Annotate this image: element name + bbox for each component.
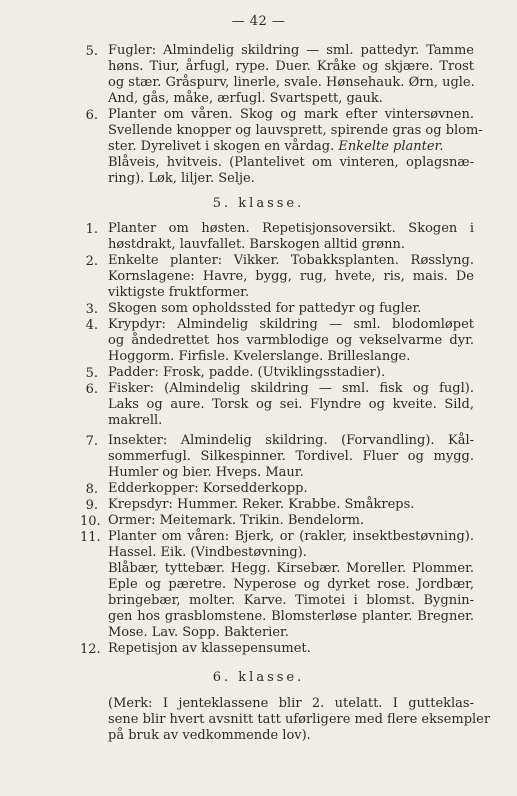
item-text-line: Repetisjon av klassepensumet.: [108, 641, 311, 656]
item-text-line: Planter om våren. Skog og mark efter vintersøvnen.: [108, 107, 474, 122]
item-text-line: bringebær, molter. Karve. Timotei i blomst. Bygnin-: [108, 593, 474, 608]
item-text-segment: ster. Dyrelivet i skogen en vårdag.: [108, 139, 339, 154]
note-line: på bruk av vedkommende lov).: [108, 728, 311, 743]
item-number: 7.: [85, 434, 98, 449]
item-text-line: Fisker: (Almindelig skildring — sml. fisk og fugl).: [108, 381, 474, 396]
item-number: 5.: [85, 366, 98, 381]
item-text-line: Fugler: Almindelig skildring — sml. pattedyr. Tamme: [108, 43, 474, 58]
item-text-line: Krypdyr: Almindelig skildring — sml. blodomløpet: [108, 317, 474, 332]
item-text-line: Blåbær, tyttebær. Hegg. Kirsebær. Moreller. Plommer.: [108, 561, 474, 576]
item-text-line: Kornslagene: Havre, bygg, rug, hvete, ris, mais. De: [108, 269, 474, 284]
item-text-line: gen hos grasblomstene. Blomsterløse planter. Bregner.: [108, 609, 474, 624]
item-number: 12.: [80, 642, 101, 657]
item-text-line: høns. Tiur, årfugl, rype. Duer. Kråke og skjære. Trost: [108, 59, 474, 74]
item-number: 5.: [85, 44, 98, 59]
item-number: 11.: [80, 530, 101, 545]
item-text-line: And, gås, måke, ærfugl. Svartspett, gauk.: [108, 91, 383, 106]
italic-phrase: Enkelte planter.: [338, 139, 444, 154]
item-text-line: høstdrakt, lauvfallet. Barskogen alltid grønn.: [108, 237, 405, 252]
section-heading-class-6: 6. klasse.: [212, 670, 305, 685]
item-number: 2.: [85, 254, 98, 269]
item-text-line: Skogen som opholdssted for pattedyr og fugler.: [108, 301, 422, 316]
item-number: 6.: [85, 108, 98, 123]
item-text-line: Insekter: Almindelig skildring. (Forvandling). Kål-: [108, 433, 474, 448]
item-text-line: Mose. Lav. Sopp. Bakterier.: [108, 625, 289, 640]
item-text-line: Humler og bier. Hveps. Maur.: [108, 465, 304, 480]
item-number: 3.: [85, 302, 98, 317]
item-number: 6.: [85, 382, 98, 397]
item-text-line: Eple og pæretre. Nyperose og dyrket rose. Jordbær,: [108, 577, 474, 592]
item-text-line: Laks og aure. Torsk og sei. Flyndre og kveite. Sild,: [108, 397, 474, 412]
item-text-line: Krepsdyr: Hummer. Reker. Krabbe. Småkreps.: [108, 497, 415, 512]
item-text-line: Hoggorm. Firfisle. Kvelerslange. Brilleslange.: [108, 349, 411, 364]
note-line: sene blir hvert avsnitt tatt uførligere med flere eksempler: [108, 712, 491, 727]
item-text-line: Enkelte planter: Vikker. Tobakksplanten. Røsslyng.: [108, 253, 474, 268]
item-text-line: Ormer: Meitemark. Trikin. Bendelorm.: [108, 513, 365, 528]
item-text-line: makrell.: [108, 413, 163, 428]
item-text-line: og stær. Gråspurv, linerle, svale. Hønsehauk. Ørn, ugle.: [108, 75, 475, 90]
item-number: 4.: [85, 318, 98, 333]
item-text-line: Edderkopper: Korsedderkopp.: [108, 481, 308, 496]
item-text-line: viktigste fruktformer.: [108, 285, 250, 300]
item-text-line: Svellende knopper og lauvsprett, spirende gras og blom-: [108, 123, 483, 138]
item-text-line: Blåveis, hvitveis. (Plantelivet om vinteren, oplagsnæ-: [108, 155, 474, 170]
page-number: — 42 —: [231, 14, 286, 29]
item-text-line: [108, 139, 474, 155]
item-number: 8.: [85, 482, 98, 497]
item-text-line: Hassel. Eik. (Vindbestøvning).: [108, 545, 307, 560]
item-text-line: og åndedrettet hos varmblodige og vekselvarme dyr.: [108, 333, 474, 348]
item-number: 10.: [80, 514, 101, 529]
item-text-line: Planter om høsten. Repetisjonsoversikt. Skogen i: [108, 221, 474, 236]
item-number: 1.: [85, 222, 98, 237]
item-text-line: Padder: Frosk, padde. (Utviklingsstadier).: [108, 365, 386, 380]
item-text-line: sommerfugl. Silkespinner. Tordivel. Fluer og mygg.: [108, 449, 474, 464]
item-text-line: Planter om våren: Bjerk, or (rakler, insektbestøvning).: [108, 529, 474, 544]
section-heading-class-5: 5. klasse.: [212, 196, 305, 211]
item-number: 9.: [85, 498, 98, 513]
note-line: (Merk: I jenteklassene blir 2. utelatt. I gutteklas-: [108, 696, 474, 711]
item-text-line: ring). Løk, liljer. Selje.: [108, 171, 255, 186]
